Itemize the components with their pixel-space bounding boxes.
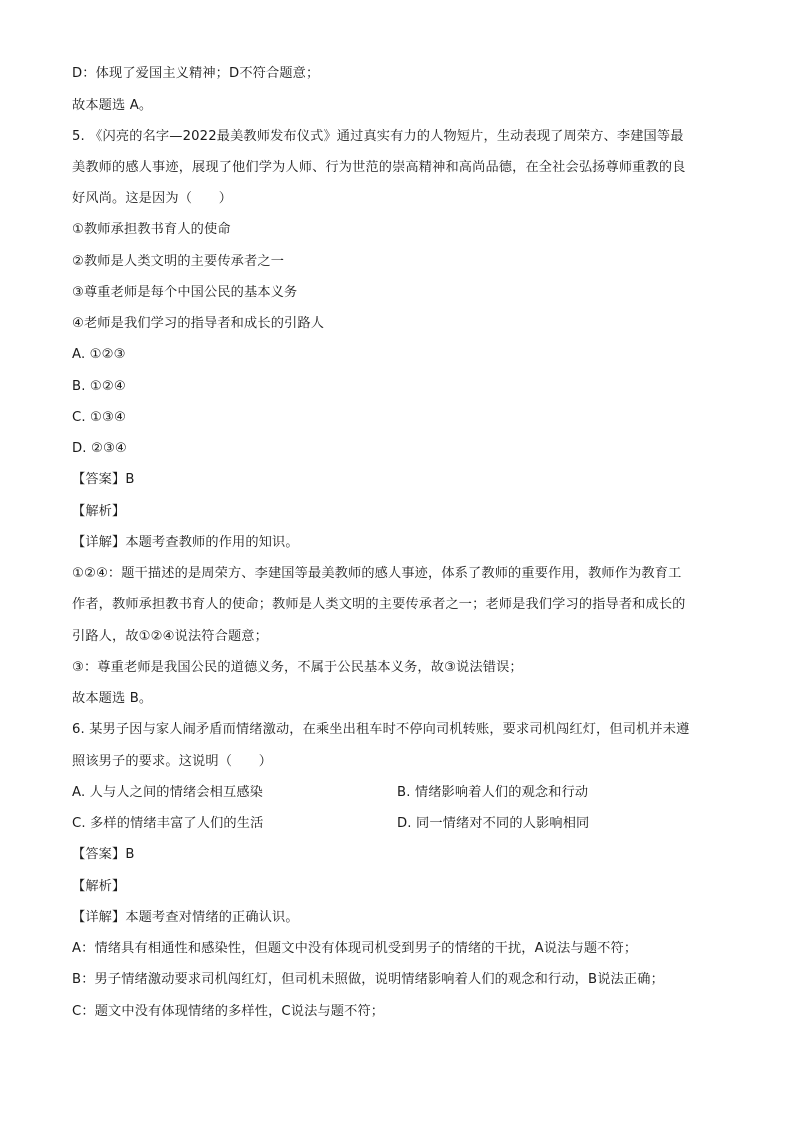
question-6-stem: 6. 某男子因与家人闹矛盾而情绪激动，在乘坐出租车时不停向司机转账，要求司机闯红灯，但司机并未遵 <box>72 722 690 737</box>
detail-text: 【详解】本题考查对情绪的正确认识。 <box>72 910 299 925</box>
statement-item: ①教师承担教书育人的使命 <box>72 222 231 237</box>
option-a: A. 人与人之间的情绪会相互感染 <box>72 785 264 800</box>
option-a: A. ①②③ <box>72 347 126 362</box>
answer-label: 【答案】B <box>72 847 135 862</box>
option-b: B. 情绪影响着人们的观念和行动 <box>397 785 589 800</box>
analysis-label: 【解析】 <box>72 504 126 519</box>
detail-text: 作者，教师承担教书育人的使命；教师是人类文明的主要传承者之一；老师是我们学习的指导者和成长的 <box>72 597 686 612</box>
detail-text: 【详解】本题考查教师的作用的知识。 <box>72 535 299 550</box>
question-5-stem: 5. 《闪亮的名字—2022最美教师发布仪式》通过真实有力的人物短片，生动表现了周荣方、李建国等最 <box>72 129 684 144</box>
option-b: B. ①②④ <box>72 379 126 394</box>
analysis-label: 【解析】 <box>72 879 126 894</box>
statement-item: ②教师是人类文明的主要传承者之一 <box>72 254 285 269</box>
option-c: C. ①③④ <box>72 410 126 425</box>
detail-text: ③：尊重老师是我国公民的道德义务，不属于公民基本义务，故③说法错误； <box>72 660 523 675</box>
detail-text: 引路人，故①②④说法符合题意； <box>72 629 268 644</box>
detail-text: B：男子情绪激动要求司机闯红灯，但司机未照做，说明情绪影响着人们的观念和行动，B说法正确； <box>72 972 664 987</box>
detail-text: ①②④：题干描述的是周荣方、李建国等最美教师的感人事迹，体系了教师的重要作用，教师作为教育工 <box>72 566 682 581</box>
statement-item: ④老师是我们学习的指导者和成长的引路人 <box>72 316 325 331</box>
statement-item: ③尊重老师是每个中国公民的基本义务 <box>72 285 298 300</box>
option-c: C. 多样的情绪丰富了人们的生活 <box>72 816 264 831</box>
question-5-stem: 美教师的感人事迹，展现了他们学为人师、行为世范的崇高精神和高尚品德，在全社会弘扬尊师重教的良 <box>72 160 686 175</box>
option-d: D. 同一情绪对不同的人影响相同 <box>397 816 590 831</box>
detail-text: 故本题选 B。 <box>72 691 153 706</box>
option-d: D. ②③④ <box>72 441 127 456</box>
detail-text: A：情绪具有相通性和感染性，但题文中没有体现司机受到男子的情绪的干扰，A说法与题不符； <box>72 941 638 956</box>
text-line: D：体现了爱国主义精神；D不符合题意； <box>72 66 320 81</box>
detail-text: C：题文中没有体现情绪的多样性，C说法与题不符； <box>72 1004 385 1019</box>
question-5-stem: 好风尚。这是因为（ ） <box>72 191 233 206</box>
text-line: 故本题选 A。 <box>72 98 153 113</box>
answer-label: 【答案】B <box>72 472 135 487</box>
question-6-stem: 照该男子的要求。这说明（ ） <box>72 754 273 769</box>
